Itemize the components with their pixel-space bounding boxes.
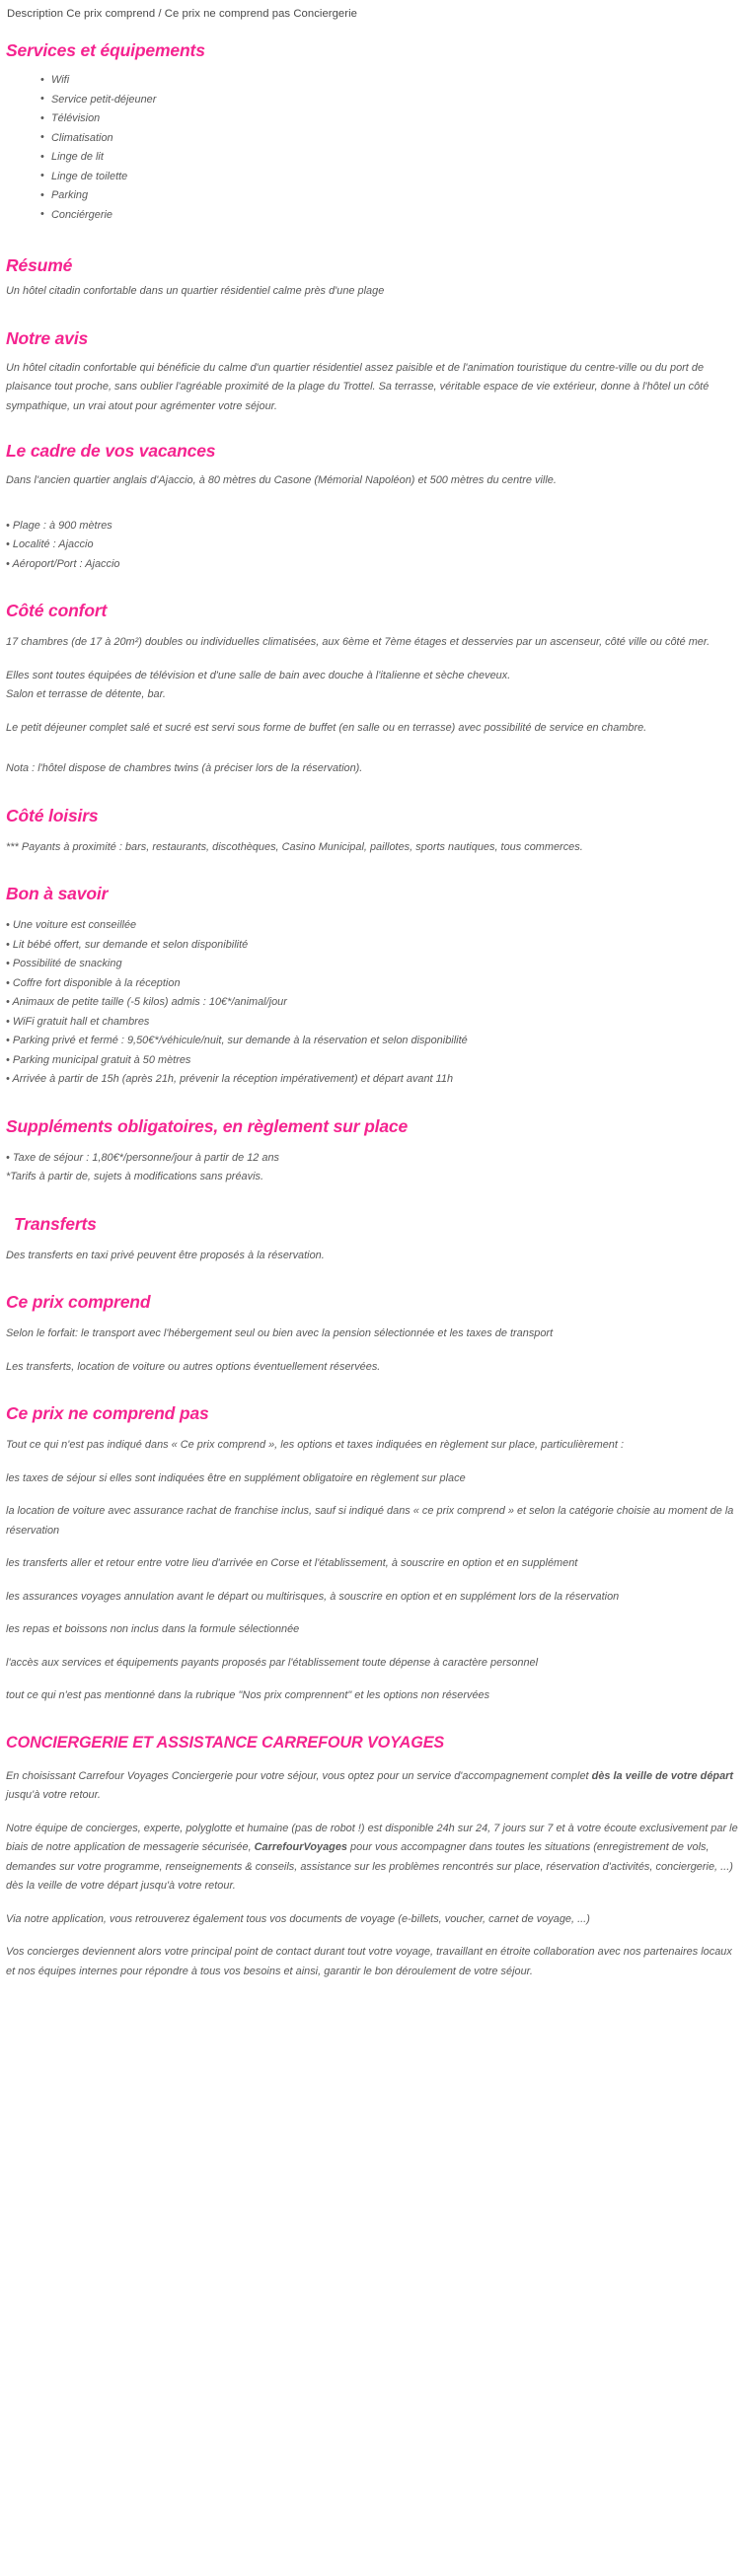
conciergerie-p2-after: pour vous accompagner dans toutes les situations (enregistrement de vols, demandes sur votre programme, renseignements & conseils, assistance sur les problèmes rencontrés sur place, réservation d'activités, conciergerie, ...) dès la veille de votre départ jusqu'à votre retour. [6, 1841, 733, 1892]
prix-ne-comprend-pas-paragraph-7: l'accès aux services et équipements payants proposés par l'établissement toute dépense à caractère personnel [6, 1656, 539, 1669]
list-item: • Animaux de petite taille (-5 kilos) admis : 10€*/animal/jour [6, 996, 287, 1008]
list-item: • Linge de lit [51, 148, 742, 168]
breadcrumb[interactable]: Description Ce prix comprend / Ce prix ne comprend pas Conciergerie [7, 8, 357, 20]
section-heading-prix-comprend: Ce prix comprend [6, 1292, 151, 1312]
confort-paragraph-5: Nota : l'hôtel dispose de chambres twins (à préciser lors de la réservation). [6, 762, 363, 774]
section-heading-confort: Côté confort [6, 601, 108, 620]
section-heading-notre-avis: Notre avis [6, 327, 89, 348]
supplements-list [6, 1149, 742, 1187]
conciergerie-paragraph-1 [6, 1767, 742, 1806]
list-item: • WiFi gratuit hall et chambres [6, 1015, 150, 1028]
cadre-paragraph: Dans l'ancien quartier anglais d'Ajaccio, à 80 mètres du Casone (Mémorial Napoléon) et 500 mètres du centre ville. [6, 474, 557, 486]
transferts-paragraph: Des transferts en taxi privé peuvent être proposés à la réservation. [6, 1249, 325, 1261]
section-heading-resume: Résumé [6, 255, 73, 275]
section-heading-cadre: Le cadre de vos vacances [6, 441, 216, 461]
prix-ne-comprend-pas-paragraph-6: les repas et boissons non inclus dans la formule sélectionnée [6, 1623, 300, 1635]
list-item: • Coffre fort disponible à la réception [6, 976, 181, 989]
list-item: • Wifi [51, 71, 742, 91]
amenities-list [6, 71, 742, 225]
list-item: • Localité : Ajaccio [6, 538, 94, 550]
resume-text: Un hôtel citadin confortable dans un quartier résidentiel calme près d'une plage [6, 285, 385, 297]
conciergerie-p2-before: Notre équipe de concierges, experte, polyglotte et humaine (pas de robot !) est disponible 24h sur 24, 7 jours sur 7 et à votre écoute exclusivement par le biais de notre application de messagerie sécurisée, [6, 1822, 738, 1853]
prix-ne-comprend-pas-paragraph-8: tout ce qui n'est pas mentionné dans la rubrique "Nos prix comprennent" et les options non réservées [6, 1689, 490, 1701]
list-item: • Service petit-déjeuner [51, 91, 742, 110]
prix-ne-comprend-pas-paragraph-3: la location de voiture avec assurance rachat de franchise inclus, sauf si indiqué dans « ce prix comprend » et selon la catégorie choisie au moment de la réservation [6, 1505, 734, 1537]
list-item: *Tarifs à partir de, sujets à modifications sans préavis. [6, 1171, 264, 1182]
section-heading-transferts: Transferts [14, 1213, 97, 1234]
list-item: • Télévision [51, 109, 742, 129]
section-heading-loisirs: Côté loisirs [6, 805, 99, 825]
confort-paragraph-4: Le petit déjeuner complet salé et sucré est servi sous forme de buffet (en salle ou en terrasse) avec possibilité de service en chambre. [6, 721, 647, 734]
prix-comprend-paragraph-1: Selon le forfait: le transport avec l'hébergement seul ou bien avec la pension sélectionnée et les taxes de transport [6, 1327, 554, 1339]
conciergerie-app-name: CarrefourVoyages [254, 1841, 348, 1853]
cadre-facts-list [6, 517, 742, 575]
prix-comprend-paragraph-2: Les transferts, location de voiture ou autres options éventuellement réservées. [6, 1360, 381, 1373]
conciergerie-paragraph-4: Vos concierges deviennent alors votre principal point de contact durant tout votre voyage, travaillant en étroite collaboration avec nos partenaires locaux et nos équipes internes pour répondre à tous vos besoins et ainsi, garantir le bon déroulement de votre séjour. [6, 1946, 732, 1977]
prix-ne-comprend-pas-paragraph-4: les transferts aller et retour entre votre lieu d'arrivée en Corse et l'établissement, à souscrire en option et en supplément [6, 1557, 578, 1569]
conciergerie-paragraph-2 [6, 1820, 742, 1896]
prix-ne-comprend-pas-paragraph-2: les taxes de séjour si elles sont indiquées être en supplément obligatoire en règlement sur place [6, 1471, 466, 1484]
list-item: • Parking [51, 186, 742, 206]
bon-a-savoir-list [6, 916, 742, 1090]
list-item: • Taxe de séjour : 1,80€*/personne/jour à partir de 12 ans [6, 1151, 280, 1164]
list-item: • Parking privé et fermé : 9,50€*/véhicule/nuit, sur demande à la réservation et selon disponibilité [6, 1035, 468, 1046]
list-item: • Climatisation [51, 129, 742, 149]
section-heading-supplements: Suppléments obligatoires, en règlement sur place [6, 1115, 409, 1136]
list-item: • Possibilité de snacking [6, 958, 122, 969]
prix-ne-comprend-pas-paragraph-5: les assurances voyages annulation avant le départ ou multirisques, à souscrire en option et en supplément lors de la réservation [6, 1590, 620, 1603]
list-item: • Conciérgerie [51, 206, 742, 226]
list-item: • Parking municipal gratuit à 50 mètres [6, 1053, 191, 1066]
section-heading-bon-a-savoir: Bon à savoir [6, 884, 109, 903]
conciergerie-paragraph-3: Via notre application, vous retrouverez également tous vos documents de voyage (e-billets, voucher, carnet de voyage, ...) [6, 1912, 590, 1925]
list-item: • Lit bébé offert, sur demande et selon disponibilité [6, 938, 249, 951]
section-heading-prix-ne-comprend-pas: Ce prix ne comprend pas [6, 1403, 209, 1423]
loisirs-paragraph: *** Payants à proximité : bars, restaurants, discothèques, Casino Municipal, paillotes, sports nautiques, tous commerces. [6, 840, 583, 853]
list-item: • Plage : à 900 mètres [6, 519, 112, 532]
section-heading-conciergerie: CONCIERGERIE ET ASSISTANCE CARREFOUR VOYAGES [6, 1733, 445, 1752]
section-heading-services: Services et équipements [6, 40, 205, 60]
confort-paragraph-1: 17 chambres (de 17 à 20m²) doubles ou individuelles climatisées, aux 6ème et 7ème étages et desservies par un ascenseur, côté ville ou côté mer. [6, 636, 711, 648]
conciergerie-p1-before: En choisissant Carrefour Voyages Conciergerie pour votre séjour, vous optez pour un service d'accompagnement complet [6, 1769, 592, 1782]
prix-ne-comprend-pas-paragraph-1: Tout ce qui n'est pas indiqué dans « Ce prix comprend », les options et taxes indiquées en règlement sur place, particulièrement : [6, 1439, 625, 1451]
list-item: • Linge de toilette [51, 168, 742, 187]
list-item: • Arrivée à partir de 15h (après 21h, prévenir la réception impérativement) et départ avant 11h [6, 1073, 454, 1085]
list-item: • Aéroport/Port : Ajaccio [6, 557, 120, 570]
confort-paragraph-3: Salon et terrasse de détente, bar. [6, 688, 166, 700]
conciergerie-p1-after: jusqu'à votre retour. [6, 1789, 101, 1801]
confort-paragraph-2: Elles sont toutes équipées de télévision et d'une salle de bain avec douche à l'italienne et sèche cheveux. [6, 669, 511, 681]
list-item: • Une voiture est conseillée [6, 919, 137, 931]
conciergerie-p1-emphasis: dès la veille de votre départ [591, 1769, 734, 1782]
notre-avis-paragraph: Un hôtel citadin confortable qui bénéficie du calme d'un quartier résidentiel assez paisible et de l'animation touristique du centre-ville ou du port de plaisance tout proche, sans oublier l'agréable proximité de la plage du Trottel. Sa terrasse, véritable espace de vie extérieur, donne à l'hôtel un côté sympathique, un vrai atout pour agrémenter votre séjour. [6, 361, 710, 412]
